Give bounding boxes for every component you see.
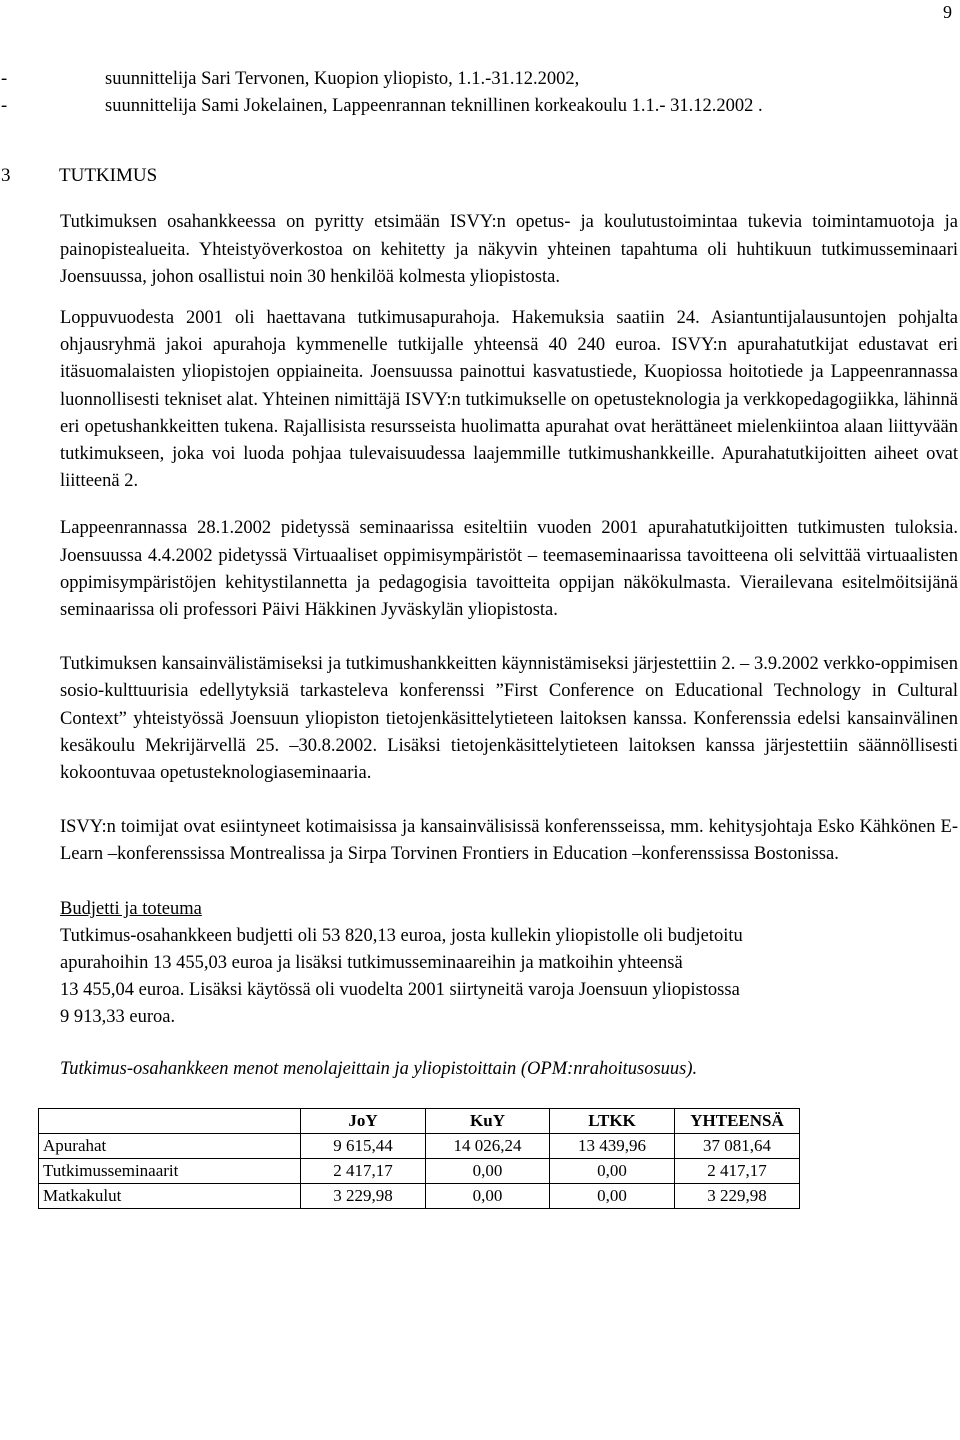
budget-section (60, 896, 958, 1032)
paragraph: ISVY:n toimijat ovat esiintyneet kotimaisissa ja kansainvälisissä konferensseissa, mm. kehitysjohtaja Esko Kähkönen E-Learn –konferenssissa Montrealissa ja Sirpa Torvinen Frontiers in Education –konferenssissa Bostonissa. (60, 817, 958, 865)
table-header-cell: KuY (426, 1108, 550, 1133)
table-row (39, 1183, 800, 1208)
table-header-cell: YHTEENSÄ (675, 1108, 800, 1133)
table-header-cell: LTKK (550, 1108, 675, 1133)
page-number: 9 (943, 2, 952, 22)
paragraph: Loppuvuodesta 2001 oli haettavana tutkimusapurahoja. Hakemuksia saatiin 24. Asiantuntijalausuntojen pohjalta ohjausryhmä jakoi apurahoja kymmenelle tutkijalle yhteensä 40 240 euroa. ISVY:n apurahatutkijat edustavat eri itäsuomalaisten yliopistojen oppiaineita. Joensuussa painottui kasvatustiede, Kuopiossa hoitotiede ja Lappeenrannassa luonnollisesti tekniset alat. Yhteinen nimittäjä ISVY:n tutkimukselle on opetusteknologia ja verkkopedagogiikka, lähinnä eri opetushankkeitten tukena. Rajallisista resursseista huolimatta apurahat ovat herättäneet mielenkiintoa alaan liittyvään tutkimukseen, joka voi luoda pohjaa tulevaisuudessa laajemmille tutkimushankkeille. Apurahatutkijoitten aiheet ovat liitteenä 2. (60, 308, 958, 492)
list-item (1, 66, 958, 93)
section-number: 3 (1, 165, 11, 187)
table-cell: 14 026,24 (426, 1133, 550, 1158)
list-item-text: suunnittelija Sami Jokelainen, Lappeenrannan teknillinen korkeakoulu 1.1.- 31.12.2002 . (105, 96, 763, 117)
staff-list (1, 66, 958, 120)
paragraph: Tutkimuksen osahankkeessa on pyritty etsimään ISVY:n opetus- ja koulutustoimintaa tukevia toimintamuotoja ja painopistealueita. Yhteistyöverkostoa on kehitetty ja näkyvin yhteinen tapahtuma oli huhtikuun tutkimusseminaari Joensuussa, johon osallistui noin 30 henkilöä kolmesta yliopistosta. (60, 212, 958, 287)
table-cell: 0,00 (550, 1183, 675, 1208)
table-cell: 3 229,98 (675, 1183, 800, 1208)
table-header-row (39, 1108, 800, 1133)
list-dash: - (1, 69, 8, 89)
table-cell: 0,00 (426, 1183, 550, 1208)
list-item-text: suunnittelija Sari Tervonen, Kuopion yliopisto, 1.1.-31.12.2002, (105, 69, 580, 89)
table-cell: 2 417,17 (301, 1158, 426, 1183)
table-cell: Apurahat (39, 1133, 301, 1158)
budget-line: 13 455,04 euroa. Lisäksi käytössä oli vuodelta 2001 siirtyneitä varoja Joensuun yliopistossa (60, 980, 740, 1001)
budget-line: 9 913,33 euroa. (60, 1007, 176, 1028)
expenses-table (38, 1108, 800, 1209)
budget-line: Tutkimus-osahankkeen budjetti oli 53 820,13 euroa, josta kullekin yliopistolle oli budjetoitu (60, 925, 743, 946)
table-header-cell (39, 1108, 301, 1133)
paragraph: Tutkimuksen kansainvälistämiseksi ja tutkimushankkeitten käynnistämiseksi järjestettiin 2. – 3.9.2002 verkko-oppimisen sosio-kulttuurisia edellytyksiä tarkasteleva konferenssi ”First Conference on Educational Technology in Cultural Context” yhteistyössä Joensuun yliopiston tietojenkäsittelytieteen laitoksen kanssa. Konferenssia edelsi kansainvälinen kesäkoulu Mekrijärvellä 25. –30.8.2002. Lisäksi tietojenkäsittelytieteen laitoksen kanssa järjestettiin säännöllisesti kokoontuvaa opetusteknologiaseminaaria. (60, 654, 958, 784)
document-body (1, 66, 958, 1209)
list-item (1, 93, 958, 120)
table-caption: Tutkimus-osahankkeen menot menolajeittain ja yliopistoittain (OPM:nrahoitusosuus). (60, 1058, 698, 1079)
budget-line: apurahoihin 13 455,03 euroa ja lisäksi tutkimusseminaareihin ja matkoihin yhteensä (60, 953, 683, 974)
table-cell: 2 417,17 (675, 1158, 800, 1183)
table-cell: 0,00 (550, 1158, 675, 1183)
section-heading (1, 162, 958, 189)
paragraph: Lappeenrannassa 28.1.2002 pidetyssä seminaarissa esiteltiin vuoden 2001 apurahatutkijoitten tutkimusten tuloksia. Joensuussa 4.4.2002 pidetyssä Virtuaaliset oppimisympäristöt – teemaseminaarissa tavoitteena oli selvittää virtuaalisten oppimisympäristöjen kehitystilannetta ja pedagogisia tavoitteita oppijan näkökulmasta. Vierailevana esitelmöitsijänä seminaarissa oli professori Päivi Häkkinen Jyväskylän yliopistosta. (60, 518, 958, 621)
table-cell: 3 229,98 (301, 1183, 426, 1208)
section-title: TUTKIMUS (59, 165, 158, 187)
table-cell: Tutkimusseminaarit (39, 1158, 301, 1183)
budget-heading: Budjetti ja toteuma (60, 898, 202, 919)
table-cell: Matkakulut (39, 1183, 301, 1208)
list-dash: - (1, 96, 8, 117)
table-cell: 37 081,64 (675, 1133, 800, 1158)
table-header-cell: JoY (301, 1108, 426, 1133)
table-cell: 9 615,44 (301, 1133, 426, 1158)
table-cell: 13 439,96 (550, 1133, 675, 1158)
table-row (39, 1133, 800, 1158)
table-row (39, 1158, 800, 1183)
table-cell: 0,00 (426, 1158, 550, 1183)
